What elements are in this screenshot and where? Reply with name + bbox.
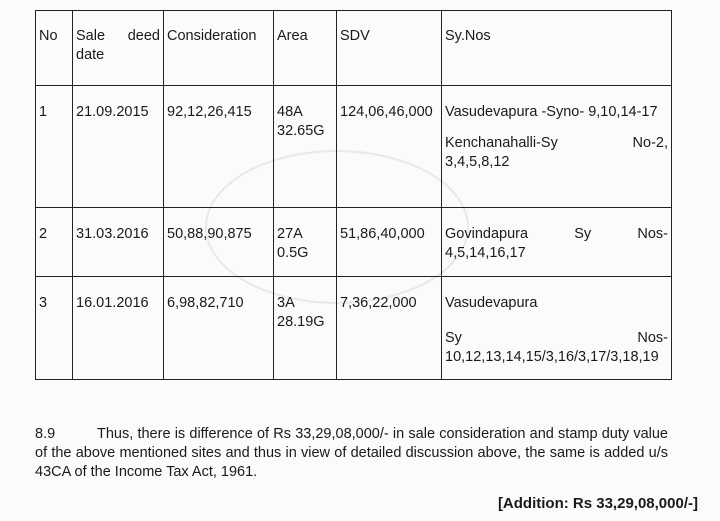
table-row — [36, 86, 672, 208]
header-no: No — [36, 11, 73, 86]
cell-sy-nos — [442, 86, 672, 208]
header-area: Area — [274, 11, 337, 86]
cell-date: 16.01.2016 — [73, 277, 164, 380]
cell-sy-nos — [442, 208, 672, 277]
table-header-row — [36, 11, 672, 86]
sy-nos-line: 3,4,5,8,12 — [445, 154, 510, 170]
paragraph-8-9 — [35, 425, 668, 482]
sy-nos-line: Vasudevapura — [445, 295, 538, 311]
table-row — [36, 208, 672, 277]
paragraph-number: 8.9 — [35, 426, 56, 442]
cell-no: 1 — [36, 86, 73, 208]
sy-nos-line: Kenchanahalli-Sy No-2, — [445, 135, 668, 151]
cell-sdv: 124,06,46,000 — [337, 86, 442, 208]
cell-sdv: 7,36,22,000 — [337, 277, 442, 380]
cell-area: 27A 0.5G — [274, 208, 337, 277]
cell-area: 3A 28.19G — [274, 277, 337, 380]
cell-area: 48A 32.65G — [274, 86, 337, 208]
sy-nos-line: 10,12,13,14,15/3,16/3,17/3,18,19 — [445, 349, 659, 365]
addition-amount: [Addition: Rs 33,29,08,000/-] — [497, 495, 698, 512]
header-sdv: SDV — [337, 11, 442, 86]
sy-nos-line: Vasudevapura -Syno- 9,10,14-17 — [445, 104, 658, 120]
header-sy-nos: Sy.Nos — [442, 11, 672, 86]
sy-nos-line: Sy Nos- — [445, 330, 668, 346]
cell-date: 31.03.2016 — [73, 208, 164, 277]
cell-no: 3 — [36, 277, 73, 380]
cell-no: 2 — [36, 208, 73, 277]
cell-sy-nos — [442, 277, 672, 380]
cell-consideration: 50,88,90,875 — [164, 208, 274, 277]
header-consideration: Consideration — [164, 11, 274, 86]
sy-nos-line: 4,5,14,16,17 — [445, 245, 526, 261]
sale-deed-table — [35, 10, 672, 380]
header-sale-deed-date: Sale deed date — [73, 11, 164, 86]
cell-date: 21.09.2015 — [73, 86, 164, 208]
cell-consideration: 6,98,82,710 — [164, 277, 274, 380]
cell-sdv: 51,86,40,000 — [337, 208, 442, 277]
sy-nos-line: Govindapura Sy Nos- — [445, 226, 668, 242]
paragraph-text: Thus, there is difference of Rs 33,29,08,000/- in sale consideration and stamp duty value of the above mentioned sites and thus in view of detailed discussion above, the same is added u/s 43CA of the Income Tax Act, 1961. — [35, 426, 668, 480]
table-row — [36, 277, 672, 380]
cell-consideration: 92,12,26,415 — [164, 86, 274, 208]
